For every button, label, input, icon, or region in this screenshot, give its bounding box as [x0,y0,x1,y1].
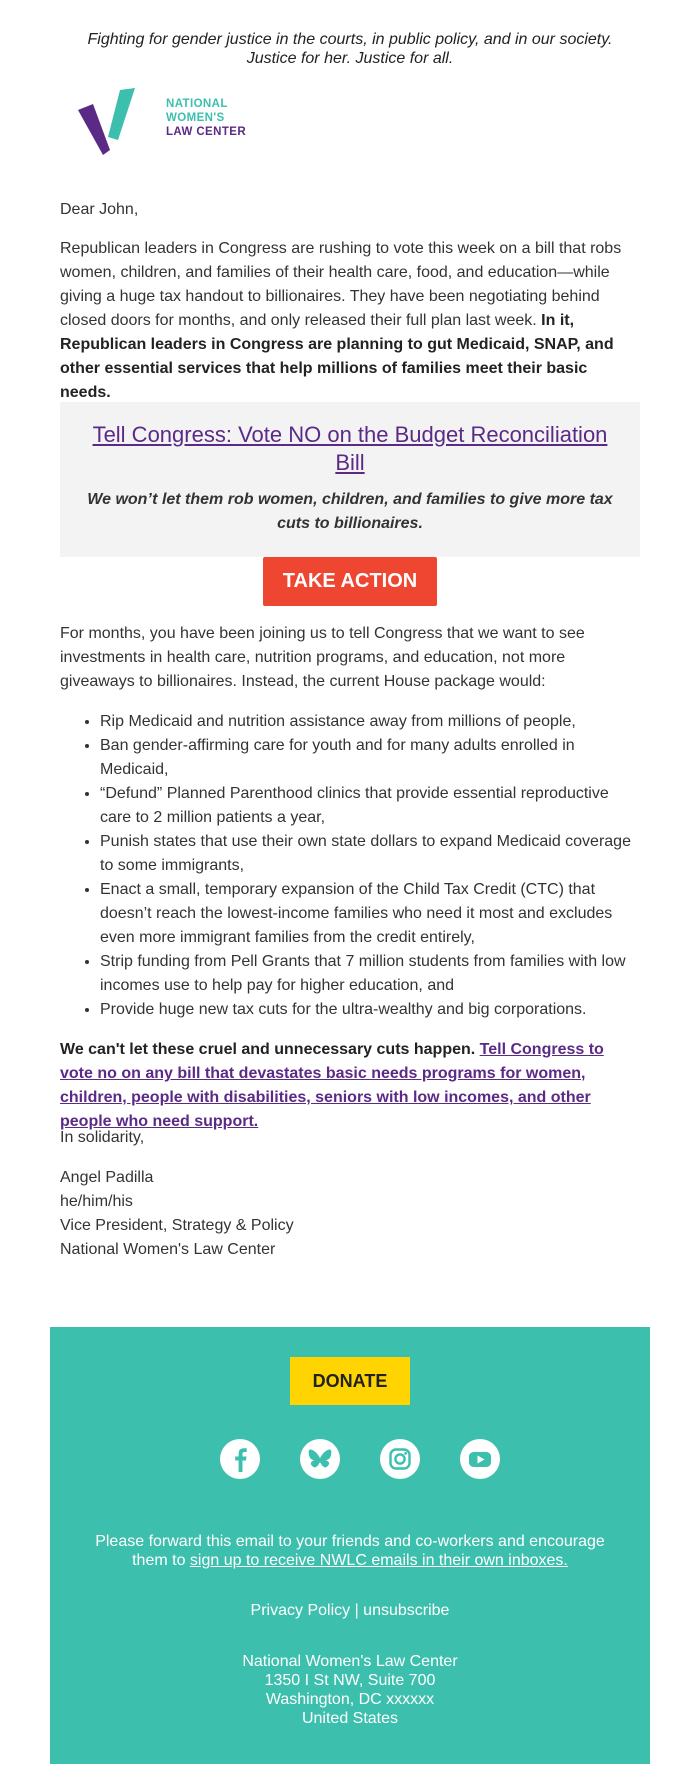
address-org: National Women's Law Center [242,1653,458,1670]
forward-message [80,1532,620,1570]
closing-bold-text: We can't let these cruel and unnecessary cuts happen. [60,1041,476,1058]
intro-paragraph [60,237,640,405]
list-item: • Strip funding from Pell Grants that 7 million students from families with low incomes use to help pay for higher education, and [100,950,640,998]
signature-block [60,1166,640,1262]
address-city: Washington, DC xxxxxx [265,1691,435,1708]
forward-text: Please forward this email to your friends and co-workers and encourage them to [95,1533,605,1569]
logo-line-2: WOMEN'S [166,112,225,124]
tagline [0,30,700,68]
footer-links [80,1601,620,1620]
take-action-button[interactable]: TAKE ACTION [263,557,437,606]
cta-box [60,402,640,557]
list-item: • Provide huge new tax cuts for the ultra-wealthy and big corporations. [100,998,640,1022]
list-item: • “Defund” Planned Parenthood clinics that provide essential reproductive care to 2 million patients a year, [100,782,640,830]
cta-title-link[interactable]: Tell Congress: Vote NO on the Budget Reconciliation Bill [92,422,608,475]
footer [50,1327,650,1764]
logo-wordmark [166,97,246,139]
mailing-address [80,1652,620,1728]
intro-text: Republican leaders in Congress are rushing to vote this week on a bill that robs women, children, and families of their health care, food, and education—while giving a huge tax handout to billionaires. They have been negotiating behind closed doors for months, and only released their full plan last week. [60,240,622,329]
unsubscribe-link[interactable]: unsubscribe [363,1602,450,1619]
closing-paragraph [60,1038,640,1134]
bluesky-icon[interactable] [300,1439,340,1479]
logo-line-1: NATIONAL [166,98,228,110]
tell-congress-link[interactable]: Tell Congress to vote no on any bill that devastates basic needs programs for women, children, people with disabilities, seniors with low incomes, and other people who need support. [60,1041,604,1130]
list-item: • Enact a small, temporary expansion of the Child Tax Credit (CTC) that doesn’t reach the lowest-income families who need it most and excludes even more immigrant families from the credit entirely, [100,878,640,950]
facebook-icon[interactable] [220,1439,260,1479]
greeting: Dear John, [60,201,139,218]
list-item: • Rip Medicaid and nutrition assistance away from millions of people, [100,710,640,734]
instagram-icon[interactable] [380,1439,420,1479]
nwlc-logo[interactable] [78,82,278,157]
logo-mark-icon [78,82,163,157]
tagline-line-2: Justice for her. Justice for all. [246,50,454,67]
intro-bold-text: In it, Republican leaders in Congress are planning to gut Medicaid, SNAP, and other essential services that help millions of families meet their basic needs. [60,312,614,401]
list-item: • Punish states that use their own state dollars to expand Medicaid coverage to some immigrants, [100,830,640,878]
signup-link[interactable]: sign up to receive NWLC emails in their own inboxes. [189,1552,568,1569]
context-paragraph: For months, you have been joining us to tell Congress that we want to see investments in health care, nutrition programs, and education, not more giveaways to billionaires. Instead, the current House package would: [60,625,585,690]
privacy-policy-link[interactable]: Privacy Policy [250,1602,351,1619]
address-street: 1350 I St NW, Suite 700 [264,1672,436,1689]
signer-pronouns: he/him/his [60,1193,133,1210]
youtube-icon[interactable] [460,1439,500,1479]
signer-title: Vice President, Strategy & Policy [60,1217,294,1234]
list-item: • Ban gender-affirming care for youth and for many adults enrolled in Medicaid, [100,734,640,782]
cta-subtitle: We won’t let them rob women, children, and families to give more tax cuts to billionaires. [87,491,613,532]
signer-name: Angel Padilla [60,1169,154,1186]
signer-org: National Women's Law Center [60,1241,276,1258]
logo-line-3: LAW CENTER [166,126,247,138]
impact-list [60,710,640,1022]
address-country: United States [301,1710,399,1727]
sign-off: In solidarity, [60,1129,145,1146]
donate-button[interactable]: DONATE [290,1357,410,1405]
tagline-line-1: Fighting for gender justice in the courts, in public policy, and in our society. [87,31,613,48]
link-separator: | [350,1602,364,1619]
